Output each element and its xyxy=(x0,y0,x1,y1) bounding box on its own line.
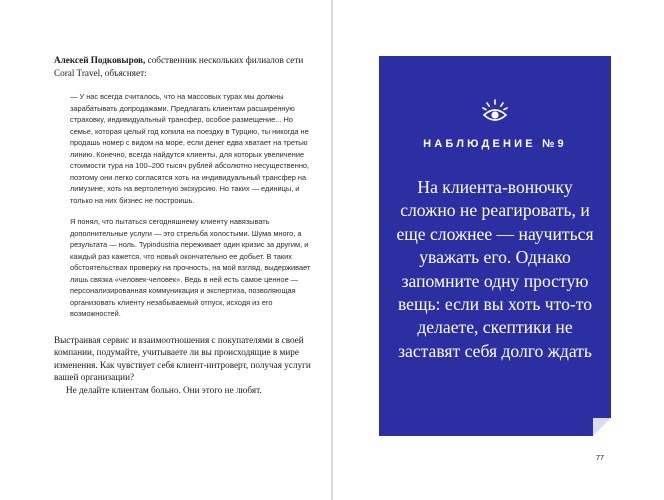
page-number: 77 xyxy=(596,453,604,462)
left-page xyxy=(0,0,331,500)
closing-paragraph-1: Выстраивая сервис и взаимоотношения с покупателями в своей компании, подумайте, учитываете ли вы происходящие в мире изменения. Как чувствует себя клиент-интроверт, получая услуги вашей организации? xyxy=(54,334,311,383)
eye-icon xyxy=(481,98,509,126)
closing-text xyxy=(54,334,312,397)
intro-speaker-name: Алексей Подковыров, xyxy=(54,55,146,65)
intro-rest: собственник нескольких филиалов сети Coral Travel, объясняет: xyxy=(54,55,304,78)
closing-paragraph-2: Не делайте клиентам больно. Они этого не любят. xyxy=(66,385,262,396)
observation-card xyxy=(379,56,611,436)
page-curl xyxy=(593,418,611,436)
quote-paragraph-1: — У нас всегда считалось, что на массовых турах мы должны зарабатывать допродажами. Предлагать клиентам расширенную страховку, индивидуальный трансфер, особое размещение... Но семье, которая целый год копила на поездку в Турцию, ты никогда не продашь номер с видом на море, если денег едва хватает на третью линию. Конечно, всегда найдутся клиенты, для которых увеличение стоимости тура на 100–200 тысяч рублей абсолютно несущественно, поэтому они легко согласятся хоть на индивидуальный трансфер на лимузине, хоть на вертолетную экскурсию. Но таких — единицы, и только на них бизнес не построишь. xyxy=(70,92,310,205)
quote-block xyxy=(70,91,312,320)
observation-text: На клиента-вонючку сложно не реагировать, и еще сложнее — научиться уважать его. Однако запомните одну простую вещь: если вы хоть что-то делаете, скептики не заставят себя долго ждать xyxy=(396,177,594,361)
observation-heading: НАБЛЮДЕНИЕ №9 xyxy=(423,138,567,150)
quote-paragraph-2: Я понял, что пытаться сегодняшнему клиенту навязывать дополнительные услуги — это стрельба холостыми. Шума много, а результата — ноль. Турindustria переживает один кризис за другим, и каждый раз кажется, что новый окончательно ее добьет. В таких обстоятельствах проверку на прочность, на мой взгляд, выдерживает лишь связка «человек-человек». Ведь в ней есть самое ценное — персонализированная коммуникация и экспертиза, позволяющая организовать клиенту незабываемый отпуск, исходя из его возможностей. xyxy=(70,217,311,319)
intro-paragraph xyxy=(54,54,312,79)
left-text-block xyxy=(54,54,312,397)
